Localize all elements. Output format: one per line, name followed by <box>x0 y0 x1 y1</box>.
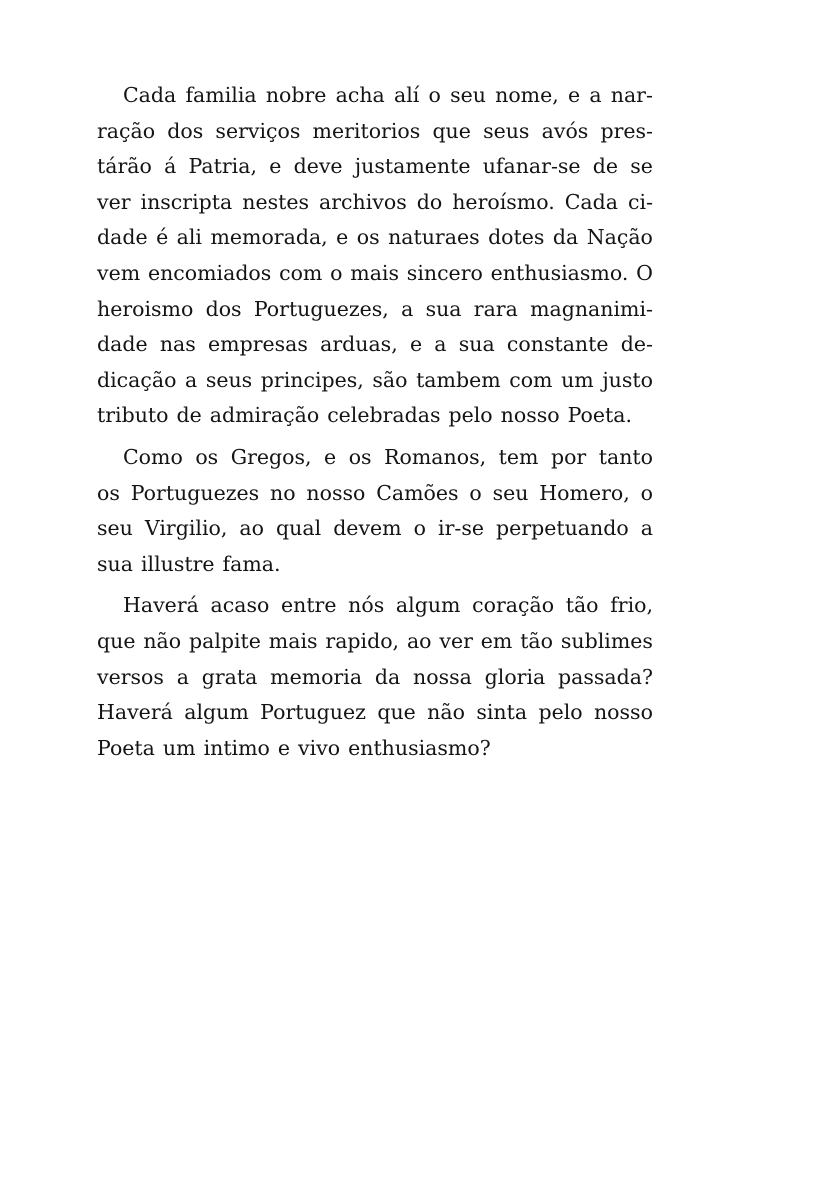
text-line: tributo de admiração celebradas pelo nosso Poeta. <box>97 403 633 428</box>
text-line: tárão á Patria, e deve justamente ufanar-se de se <box>97 154 653 179</box>
text-line: dicação a seus principes, são tambem com um justo <box>97 367 653 392</box>
text-line: sua illustre fama. <box>97 551 281 576</box>
text-line: ver inscripta nestes archivos do heroísmo. Cada ci- <box>97 189 653 214</box>
paragraph <box>97 588 653 766</box>
text-line: os Portuguezes no nosso Camões o seu Homero, o <box>97 480 653 505</box>
text-line: seu Virgilio, ao qual devem o ir-se perpetuando a <box>97 516 653 541</box>
text-line: Poeta um intimo e vivo enthusiasmo? <box>97 735 491 760</box>
text-line: Haverá algum Portuguez que não sinta pelo nosso <box>97 700 653 725</box>
text-line: dade nas empresas arduas, e a sua constante de- <box>97 332 653 357</box>
text-line: Cada familia nobre acha alí o seu nome, e a nar- <box>123 83 653 107</box>
body-text <box>97 78 653 772</box>
text-line: heroismo dos Portuguezes, a sua rara magnanimi- <box>97 296 653 321</box>
text-line: que não palpite mais rapido, ao ver em tão sublimes <box>97 628 653 653</box>
paragraph <box>97 78 653 434</box>
text-line: Haverá acaso entre nós algum coração tão frio, <box>123 593 653 618</box>
text-line: dade é ali memorada, e os naturaes dotes da Nação <box>97 225 653 250</box>
text-line: ração dos serviços meritorios que seus avós pres- <box>97 118 653 143</box>
text-line: versos a grata memoria da nossa gloria passada? <box>97 664 653 689</box>
text-line: Como os Gregos, e os Romanos, tem por tanto <box>123 444 653 469</box>
paragraph <box>97 440 653 582</box>
text-line: vem encomiados com o mais sincero enthusiasmo. O <box>97 260 653 285</box>
